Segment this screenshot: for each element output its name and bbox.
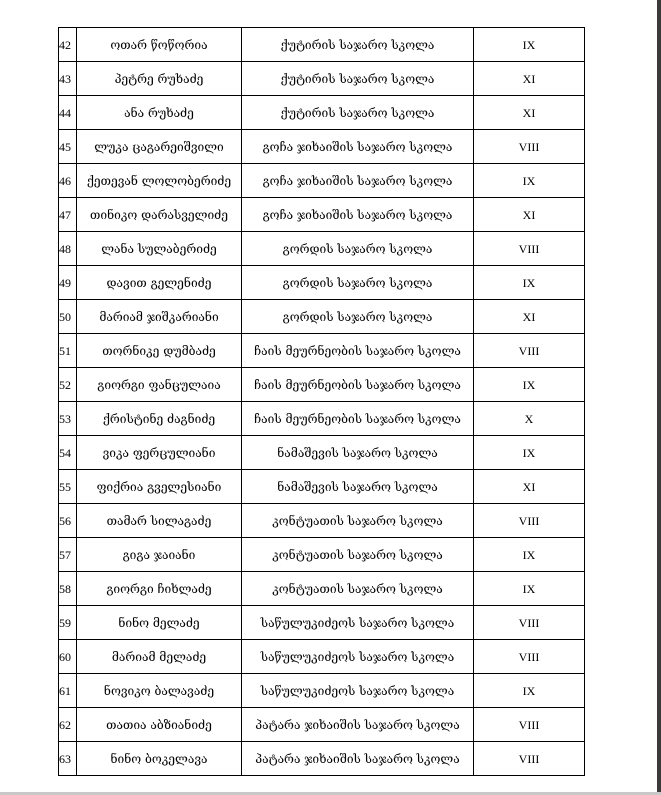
student-name-cell: გიგა ჯაიანი [77, 538, 242, 572]
grade-cell: IX [474, 368, 585, 402]
student-name-cell: ქეთევან ლოლობერიძე [77, 164, 242, 198]
school-name-cell: ჩაის მეურნეობის საჯარო სკოლა [242, 334, 474, 368]
student-name-cell: მარიამ ჯიშკარიანი [77, 300, 242, 334]
grade-cell: IX [474, 538, 585, 572]
school-name-cell: გორდის საჯარო სკოლა [242, 232, 474, 266]
grade-cell: IX [474, 436, 585, 470]
grade-cell: XI [474, 300, 585, 334]
school-name-cell: საწულუკიძეოს საჯარო სკოლა [242, 606, 474, 640]
student-name-cell: თინიკო დარასველიძე [77, 198, 242, 232]
student-name-cell: ნინო ბოკელავა [77, 742, 242, 776]
student-name-cell: ოთარ წოწორია [77, 28, 242, 62]
school-name-cell: ჩაის მეურნეობის საჯარო სკოლა [242, 402, 474, 436]
school-name-cell: გორდის საჯარო სკოლა [242, 266, 474, 300]
row-number-cell: 56 [59, 504, 77, 538]
table-row [59, 62, 585, 96]
row-number-cell: 51 [59, 334, 77, 368]
school-name-cell: კონტუათის საჯარო სკოლა [242, 538, 474, 572]
row-number-cell: 57 [59, 538, 77, 572]
student-name-cell: ნინო მელაძე [77, 606, 242, 640]
grade-cell: VIII [474, 640, 585, 674]
school-name-cell: ქუტირის საჯარო სკოლა [242, 62, 474, 96]
row-number-cell: 47 [59, 198, 77, 232]
table-row [59, 368, 585, 402]
student-name-cell: ფიქრია გველესიანი [77, 470, 242, 504]
table-row [59, 402, 585, 436]
grade-cell: VIII [474, 708, 585, 742]
table-row [59, 674, 585, 708]
school-name-cell: პატარა ჯიხაიშის საჯარო სკოლა [242, 742, 474, 776]
table-row [59, 232, 585, 266]
table-row [59, 300, 585, 334]
table-row [59, 708, 585, 742]
row-number-cell: 42 [59, 28, 77, 62]
row-number-cell: 61 [59, 674, 77, 708]
row-number-cell: 59 [59, 606, 77, 640]
row-number-cell: 50 [59, 300, 77, 334]
student-name-cell: დავით გელენიძე [77, 266, 242, 300]
table-row [59, 266, 585, 300]
school-name-cell: ნამაშევის საჯარო სკოლა [242, 470, 474, 504]
table-row [59, 470, 585, 504]
table-row [59, 538, 585, 572]
school-name-cell: კონტუათის საჯარო სკოლა [242, 572, 474, 606]
school-name-cell: გოჩა ჯიხაიშის საჯარო სკოლა [242, 198, 474, 232]
school-name-cell: გოჩა ჯიხაიშის საჯარო სკოლა [242, 130, 474, 164]
grade-cell: XI [474, 198, 585, 232]
row-number-cell: 43 [59, 62, 77, 96]
row-number-cell: 58 [59, 572, 77, 606]
school-name-cell: გოჩა ჯიხაიშის საჯარო სკოლა [242, 164, 474, 198]
school-name-cell: გორდის საჯარო სკოლა [242, 300, 474, 334]
table-row [59, 572, 585, 606]
row-number-cell: 49 [59, 266, 77, 300]
row-number-cell: 52 [59, 368, 77, 402]
grade-cell: IX [474, 164, 585, 198]
page-edge-shadow [657, 0, 661, 795]
roster-table-body [59, 28, 585, 776]
row-number-cell: 60 [59, 640, 77, 674]
school-name-cell: ქუტირის საჯარო სკოლა [242, 28, 474, 62]
student-name-cell: ქრისტინე ძაგნიძე [77, 402, 242, 436]
student-name-cell: თორნიკე დუმბაძე [77, 334, 242, 368]
grade-cell: X [474, 402, 585, 436]
table-row [59, 334, 585, 368]
row-number-cell: 53 [59, 402, 77, 436]
student-name-cell: ნოვიკო ბალავაძე [77, 674, 242, 708]
grade-cell: VIII [474, 504, 585, 538]
table-row [59, 164, 585, 198]
table-row [59, 130, 585, 164]
school-name-cell: საწულუკიძეოს საჯარო სკოლა [242, 674, 474, 708]
student-name-cell: ვიკა ფერცულიანი [77, 436, 242, 470]
student-name-cell: გიორგი ჩიხლაძე [77, 572, 242, 606]
row-number-cell: 45 [59, 130, 77, 164]
table-row [59, 504, 585, 538]
grade-cell: VIII [474, 232, 585, 266]
grade-cell: IX [474, 572, 585, 606]
table-row [59, 640, 585, 674]
grade-cell: VIII [474, 742, 585, 776]
student-name-cell: ლანა სულაბერიძე [77, 232, 242, 266]
student-name-cell: ანა რუხაძე [77, 96, 242, 130]
row-number-cell: 48 [59, 232, 77, 266]
grade-cell: IX [474, 266, 585, 300]
row-number-cell: 54 [59, 436, 77, 470]
row-number-cell: 62 [59, 708, 77, 742]
grade-cell: XI [474, 470, 585, 504]
student-name-cell: პეტრე რუხაძე [77, 62, 242, 96]
table-row [59, 606, 585, 640]
student-name-cell: მარიამ მელაძე [77, 640, 242, 674]
school-name-cell: საწულუკიძეოს საჯარო სკოლა [242, 640, 474, 674]
table-row [59, 742, 585, 776]
school-name-cell: კონტუათის საჯარო სკოლა [242, 504, 474, 538]
grade-cell: VIII [474, 606, 585, 640]
student-name-cell: თამარ სილაგაძე [77, 504, 242, 538]
student-name-cell: ლუკა ცაგარეიშვილი [77, 130, 242, 164]
row-number-cell: 44 [59, 96, 77, 130]
grade-cell: VIII [474, 130, 585, 164]
school-name-cell: ნამაშევის საჯარო სკოლა [242, 436, 474, 470]
row-number-cell: 55 [59, 470, 77, 504]
student-roster-table [58, 27, 585, 776]
student-name-cell: თათია აბზიანიძე [77, 708, 242, 742]
grade-cell: VIII [474, 334, 585, 368]
row-number-cell: 46 [59, 164, 77, 198]
grade-cell: XI [474, 96, 585, 130]
grade-cell: IX [474, 674, 585, 708]
grade-cell: XI [474, 62, 585, 96]
student-name-cell: გიორგი ფანცულაია [77, 368, 242, 402]
school-name-cell: ჩაის მეურნეობის საჯარო სკოლა [242, 368, 474, 402]
table-row [59, 28, 585, 62]
table-row [59, 436, 585, 470]
school-name-cell: ქუტირის საჯარო სკოლა [242, 96, 474, 130]
grade-cell: IX [474, 28, 585, 62]
row-number-cell: 63 [59, 742, 77, 776]
table-row [59, 96, 585, 130]
table-row [59, 198, 585, 232]
school-name-cell: პატარა ჯიხაიშის საჯარო სკოლა [242, 708, 474, 742]
